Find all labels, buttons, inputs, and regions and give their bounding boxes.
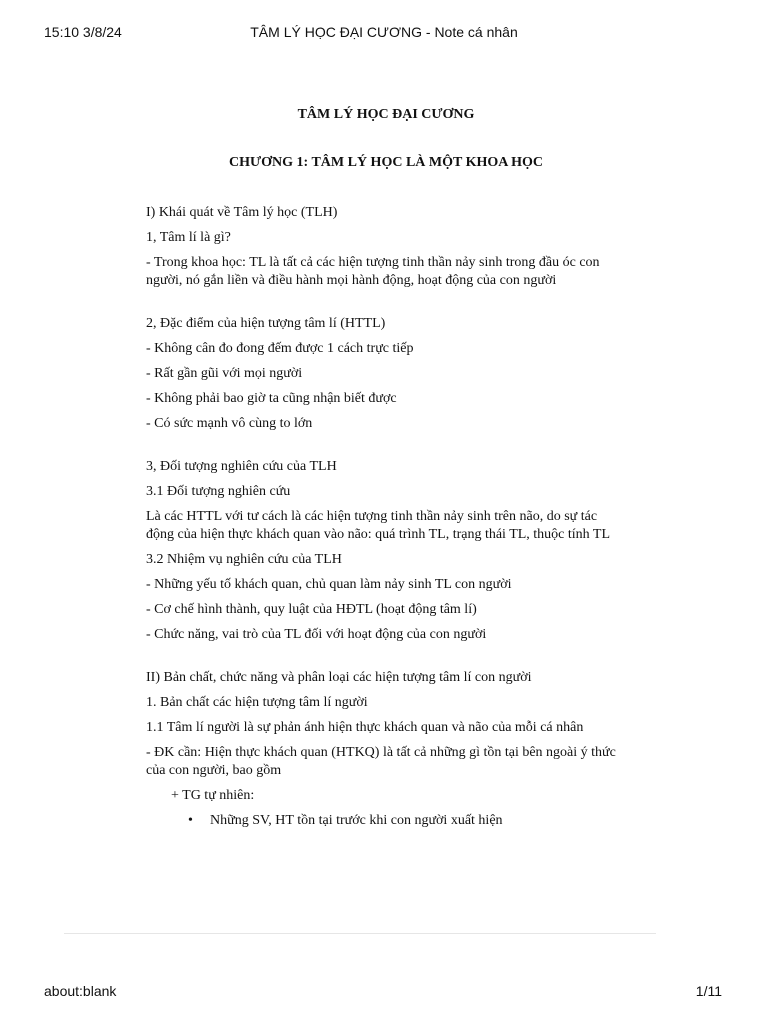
page-number: 1/11	[695, 983, 722, 999]
list-item: - Rất gần gũi với mọi người	[146, 366, 303, 381]
list-item: - Có sức mạnh vô cùng to lớn	[146, 416, 313, 431]
subheading-1: 1. Bản chất các hiện tượng tâm lí người	[146, 695, 368, 710]
sub-item: + TG tự nhiên:	[171, 788, 255, 803]
bullet-text: Những SV, HT tồn tại trước khi con người xuất hiện	[210, 813, 503, 828]
question-1: 1, Tâm lí là gì?	[146, 230, 231, 245]
subheading-3-2: 3.2 Nhiệm vụ nghiên cứu của TLH	[146, 552, 342, 567]
subheading-1-1: 1.1 Tâm lí người là sự phản ánh hiện thực khách quan và não của mỗi cá nhân	[146, 720, 584, 735]
question-3: 3, Đối tượng nghiên cứu của TLH	[146, 459, 337, 474]
print-timestamp: 15:10 3/8/24	[44, 24, 122, 40]
question-2: 2, Đặc điểm của hiện tượng tâm lí (HTTL)	[146, 316, 386, 331]
bullet-item	[146, 812, 626, 830]
question-1-text: - Trong khoa học: TL là tất cả các hiện tượng tinh thần nảy sinh trong đầu óc con người, nó gắn liền và điều hành mọi hành động, hoạt động của con người	[146, 255, 600, 288]
document-body	[146, 106, 626, 830]
document-title: TÂM LÝ HỌC ĐẠI CƯƠNG	[297, 107, 475, 122]
list-item: - Chức năng, vai trò của TL đối với hoạt động của con người	[146, 627, 487, 642]
print-page-title: TÂM LÝ HỌC ĐẠI CƯƠNG - Note cá nhân	[250, 24, 518, 40]
list-item: - Cơ chế hình thành, quy luật của HĐTL (hoạt động tâm lí)	[146, 602, 477, 617]
list-item: - Những yếu tố khách quan, chủ quan làm nảy sinh TL con người	[146, 577, 512, 592]
chapter-heading: CHƯƠNG 1: TÂM LÝ HỌC LÀ MỘT KHOA HỌC	[229, 155, 543, 170]
page-divider	[64, 933, 656, 934]
section-heading-1: I) Khái quát về Tâm lý học (TLH)	[146, 205, 338, 220]
print-url: about:blank	[44, 983, 117, 999]
paragraph-dk-can: - ĐK cần: Hiện thực khách quan (HTKQ) là tất cả những gì tồn tại bên ngoài ý thức của con người, bao gồm	[146, 745, 616, 778]
list-item: - Không phải bao giờ ta cũng nhận biết được	[146, 391, 397, 406]
section-heading-2: II) Bản chất, chức năng và phân loại các hiện tượng tâm lí con người	[146, 670, 532, 685]
list-item: - Không cân đo đong đếm được 1 cách trực tiếp	[146, 341, 414, 356]
bullet-icon: •	[188, 813, 193, 828]
subheading-3-1: 3.1 Đối tượng nghiên cứu	[146, 484, 291, 499]
subheading-3-1-text: Là các HTTL với tư cách là các hiện tượng tinh thần nảy sinh trên não, do sự tác động của hiện thực khách quan vào não: quá trình TL, trạng thái TL, thuộc tính TL	[146, 509, 611, 542]
